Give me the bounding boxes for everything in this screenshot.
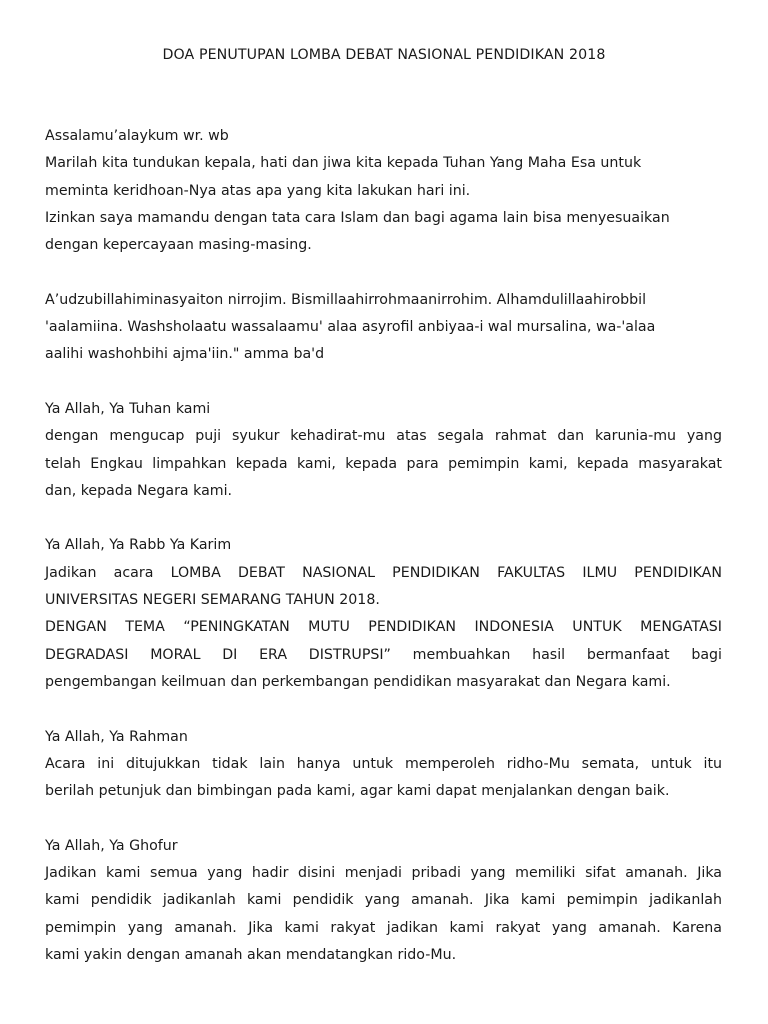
section-line: DEGRADASI MORAL DI ERA DISTRUPSI” membuahkan hasil bermanfaat bagi (45, 646, 722, 663)
section-heading: Ya Allah, Ya Rabb Ya Karim (45, 537, 232, 554)
section-heading: Ya Allah, Ya Ghofur (45, 837, 178, 854)
section-line: UNIVERSITAS NEGERI SEMARANG TAHUN 2018. (45, 592, 380, 609)
invocation-line: 'aalamiina. Washsholaatu wassalaamu' alaa asyrofil anbiyaa-i wal mursalina, wa-'alaa (45, 319, 656, 336)
section-line: Jadikan kami semua yang hadir disini menjadi pribadi yang memiliki sifat amanah. Jika (45, 865, 722, 882)
document-title: DOA PENUTUPAN LOMBA DEBAT NASIONAL PENDIDIKAN 2018 (162, 47, 606, 63)
paragraph-gap (45, 696, 722, 723)
section-line: Acara ini ditujukkan tidak lain hanya untuk memperoleh ridho-Mu semata, untuk itu (45, 755, 722, 772)
opening-line: dengan kepercayaan masing-masing. (45, 237, 312, 254)
opening-line: Izinkan saya mamandu dengan tata cara Islam dan bagi agama lain bisa menyesuaikan (45, 209, 670, 226)
section-line: dan, kepada Negara kami. (45, 482, 233, 499)
section-line: pemimpin yang amanah. Jika kami rakyat jadikan kami rakyat yang amanah. Karena (45, 919, 722, 936)
paragraph-gap (45, 505, 722, 532)
paragraph-gap (45, 259, 722, 286)
section-line: dengan mengucap puji syukur kehadirat-mu atas segala rahmat dan karunia-mu yang (45, 428, 722, 445)
document-body (45, 123, 722, 969)
section-line: pengembangan keilmuan dan perkembangan pendidikan masyarakat dan Negara kami. (45, 673, 671, 690)
section-heading: Ya Allah, Ya Tuhan kami (45, 400, 211, 417)
opening-salam: Assalamu’alaykum wr. wb (45, 128, 229, 144)
section-line: kami pendidik jadikanlah kami pendidik yang amanah. Jika kami pemimpin jadikanlah (45, 892, 722, 909)
section-line: berilah petunjuk dan bimbingan pada kami, agar kami dapat menjalankan dengan baik. (45, 783, 670, 800)
opening-line: Marilah kita tundukan kepala, hati dan jiwa kita kepada Tuhan Yang Maha Esa untuk (45, 155, 642, 172)
invocation-line: aalihi washohbihi ajma'iin." amma ba'd (45, 346, 325, 363)
section-line: kami yakin dengan amanah akan mendatangkan rido-Mu. (45, 946, 457, 963)
section-line: Jadikan acara LOMBA DEBAT NASIONAL PENDIDIKAN FAKULTAS ILMU PENDIDIKAN (45, 564, 722, 581)
section-line: telah Engkau limpahkan kepada kami, kepada para pemimpin kami, kepada masyarakat (45, 455, 722, 472)
paragraph-gap (45, 369, 722, 396)
section-line: DENGAN TEMA “PENINGKATAN MUTU PENDIDIKAN INDONESIA UNTUK MENGATASI (45, 619, 722, 636)
section-heading: Ya Allah, Ya Rahman (45, 728, 188, 745)
paragraph-gap (45, 805, 722, 832)
invocation-line: A’udzubillahiminasyaiton nirrojim. Bismillaahirrohmaanirrohim. Alhamdulillaahirobbil (45, 291, 647, 308)
opening-line: meminta keridhoan-Nya atas apa yang kita lakukan hari ini. (45, 182, 471, 199)
